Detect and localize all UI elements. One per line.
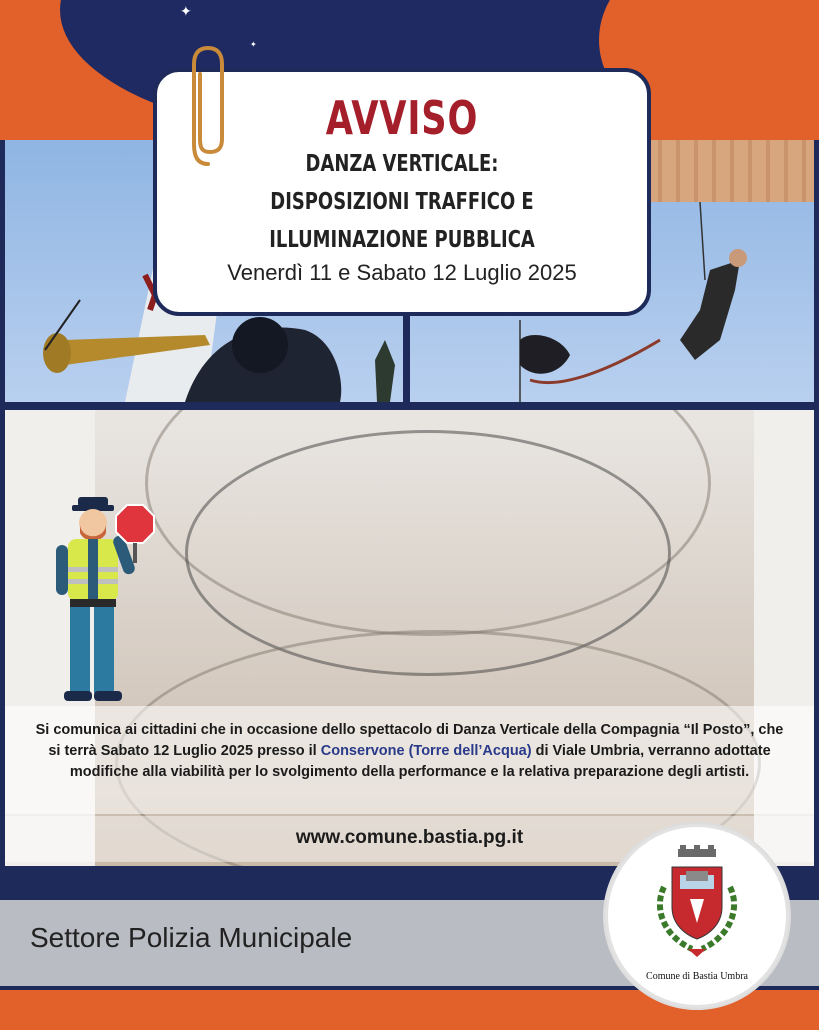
municipal-coat-of-arms [608, 827, 786, 967]
paperclip-icon [190, 44, 226, 170]
notice-card [153, 68, 651, 316]
event-dates: Venerdì 11 e Sabato 12 Luglio 2025 [227, 260, 577, 285]
subtitle-line-1: DANZA VERTICALE: [305, 151, 499, 177]
seal-caption: Comune di Bastia Umbra [646, 971, 748, 982]
notice-body [5, 706, 814, 814]
stop-sign-icon [114, 503, 156, 563]
star-icon: ✦ [180, 4, 192, 20]
municipal-seal [605, 824, 789, 1008]
subtitle-line-3: ILLUMINAZIONE PUBBLICA [269, 227, 535, 253]
notice-paragraph [35, 720, 784, 783]
body-text-after: di Viale Umbria, verranno adottate modifiche alla viabilità per lo svolgimento della performance e la relativa preparazione degli artisti. [69, 743, 771, 780]
venue-highlight: Conservone (Torre dell’Acqua) [320, 743, 532, 759]
star-icon: ✦ [250, 40, 257, 49]
subtitle-line-2: DISPOSIZIONI TRAFFICO E [270, 189, 534, 215]
website-link[interactable]: www.comune.bastia.pg.it [5, 816, 814, 862]
body-text-before: Si comunica ai cittadini che in occasione dello spettacolo di Danza Verticale della Compagnia “Il Posto”, che si terrà Sabato 12 Luglio 2025 presso il [35, 722, 784, 759]
department-name: Settore Polizia Municipale [30, 922, 353, 953]
notice-heading: AVVISO [325, 91, 479, 145]
